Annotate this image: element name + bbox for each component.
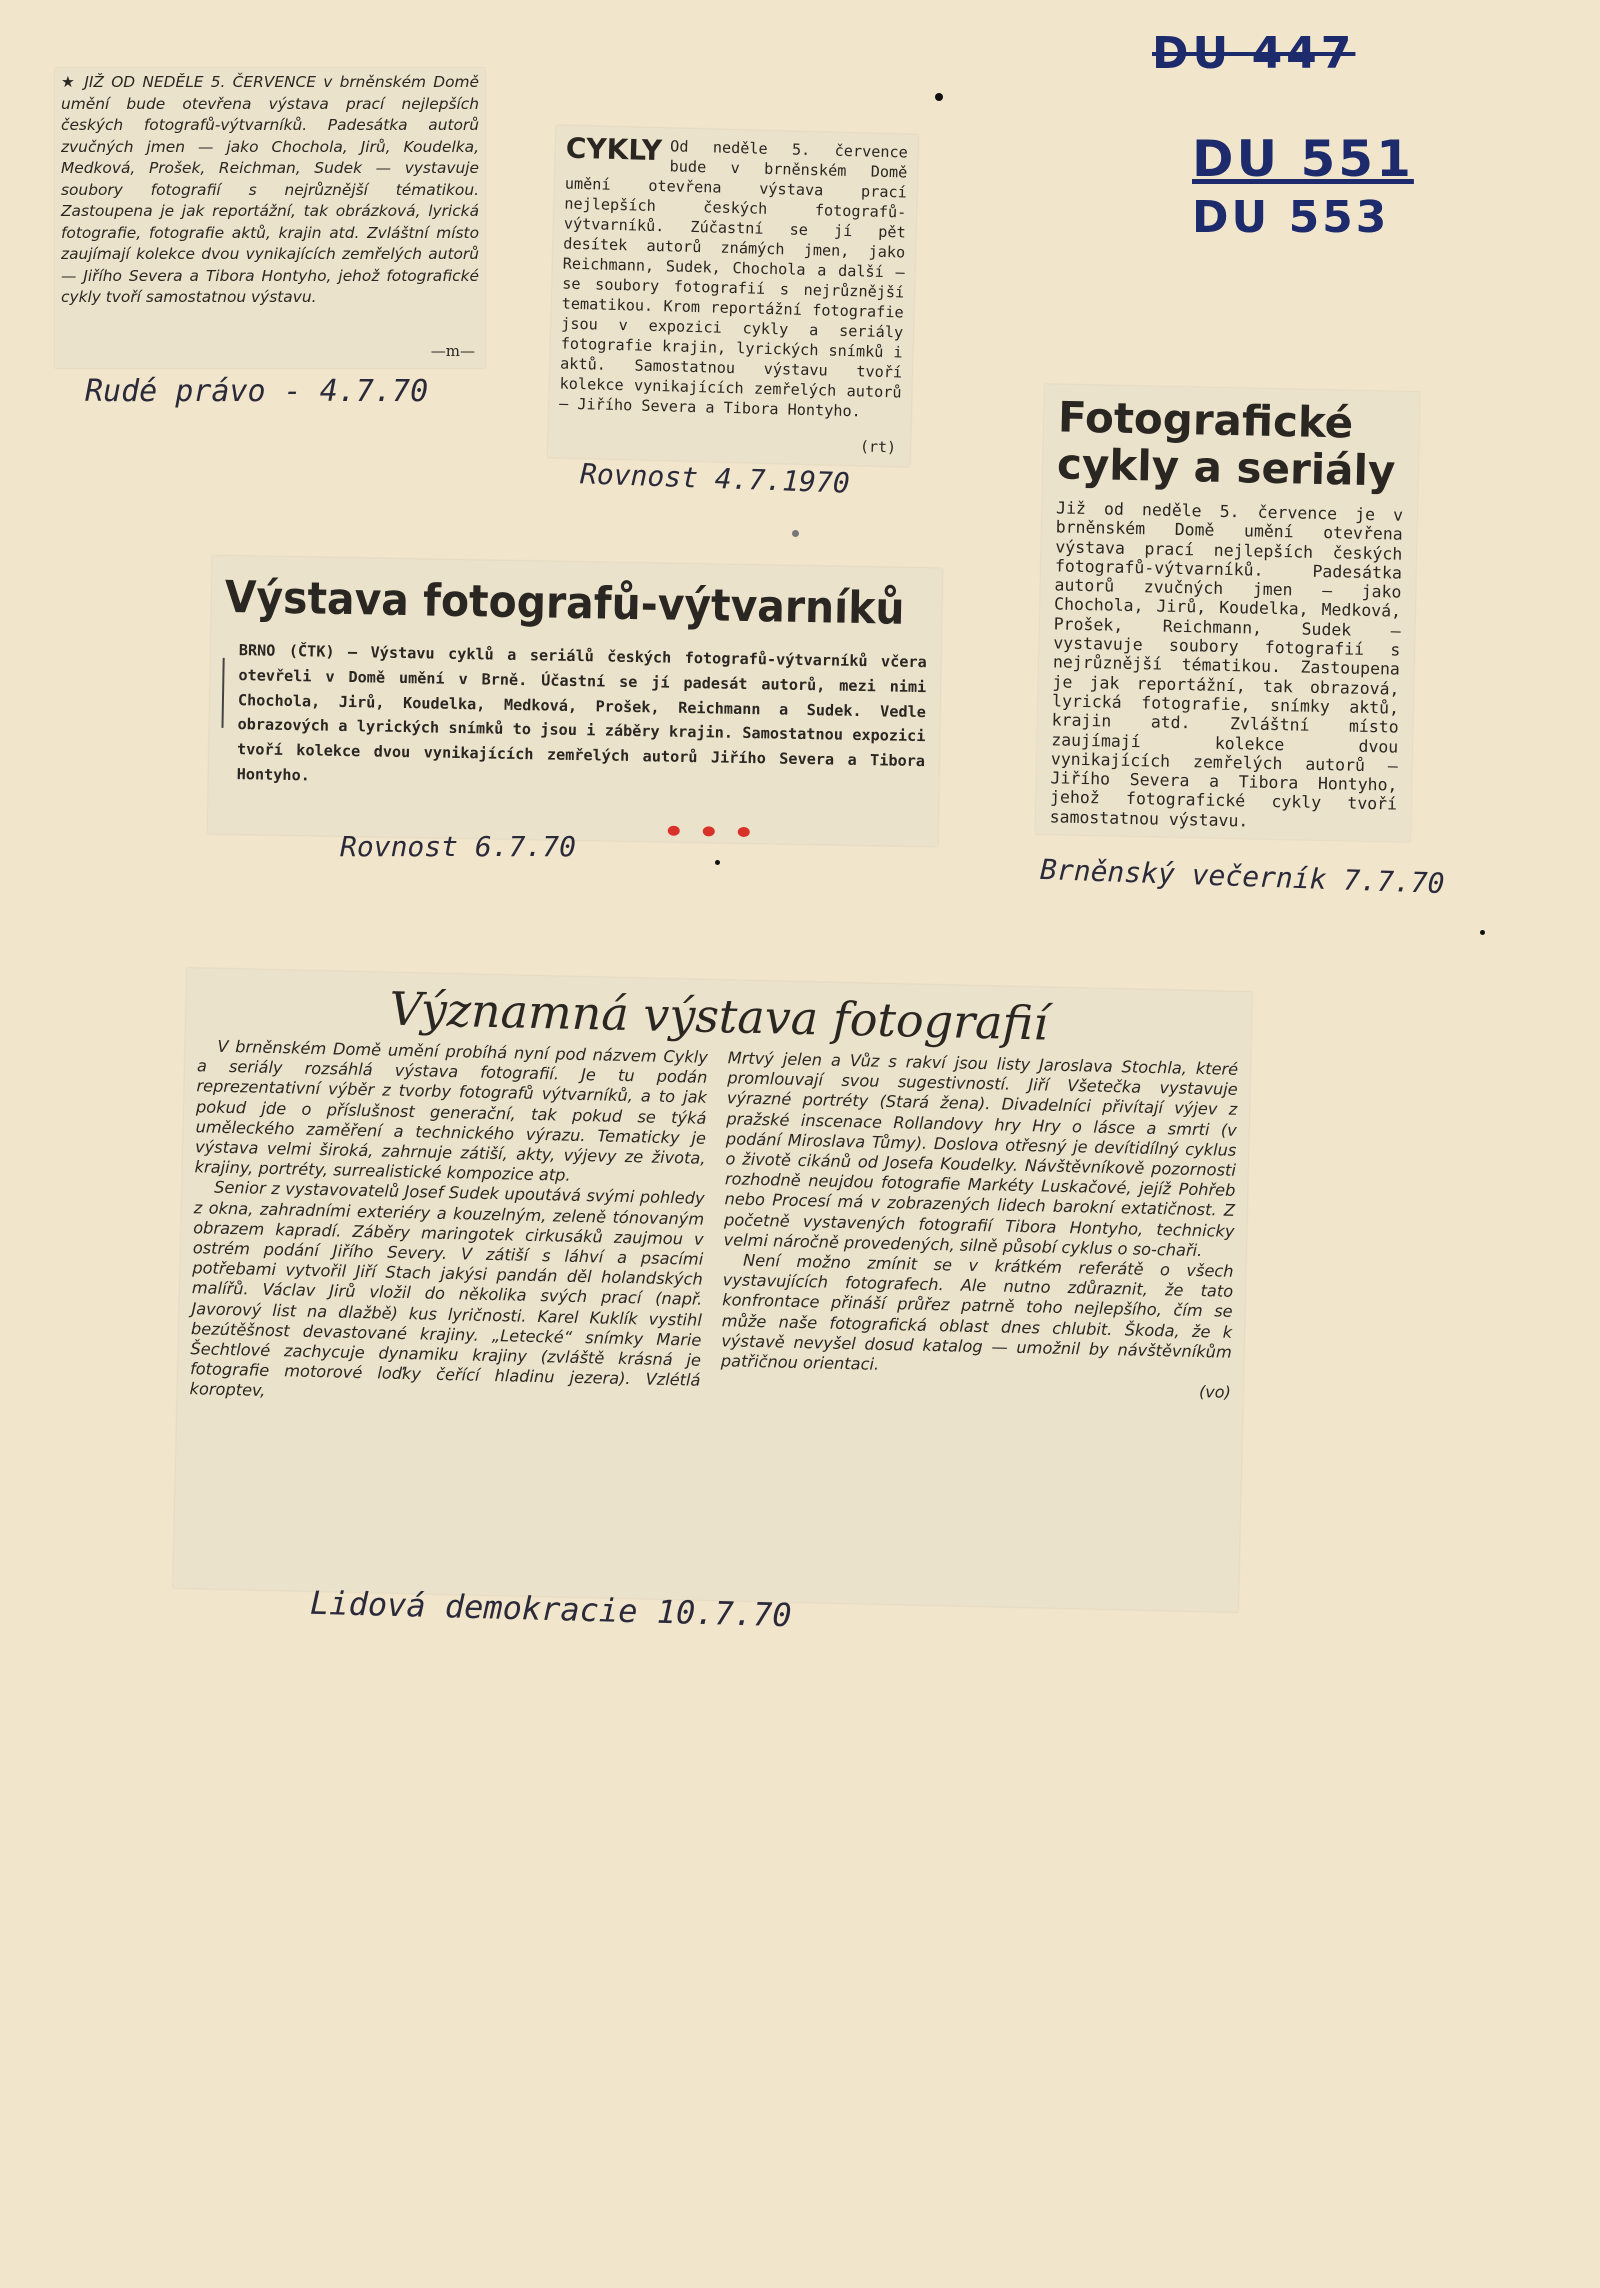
clipping-paragraph: V brněnském Domě umění probíhá nyní pod názvem Cykly a seriály rozsáhlá výstava fotografií. Je tu podán reprezentativní výběr z tvorby fotografů výtvarníků, a to jak pokud jde o příslušnost generační, tak pokud se týká uměleckého zaměření a technického výrazu. Tematicky je výstava velmi široká, zahrnuje zátiší, akty, výjevy ze života, krajiny, portréty, surrealistické kompozice atp.	[194, 1036, 708, 1185]
red-mark	[703, 826, 715, 836]
source-note-lidova-demokracie: Lidová demokracie 10.7.70	[309, 1583, 793, 1635]
source-note-rovnost-2: Rovnost 6.7.70	[340, 830, 577, 863]
source-note-rovnost-1: Rovnost 4.7.1970	[579, 457, 851, 500]
clipping-headline-line-1: Fotografické	[1057, 392, 1354, 448]
clipping-rovnost-1	[548, 125, 919, 466]
clipping-body: Již od neděle 5. července je v brněnském Domě umění otevřena výstava prací nejlepších českých fotografů-výtvarníků. Padesátka autorů zvučných jmen — jako Chochola, Jirů, Koudelka, Medková, Prošek, Reichmann, Sudek — vystavuje soubory fotografií s nejrůznější tématikou. Zastoupena je jak reportážní, tak obrazová, lyrická fotografie, snímky aktů, krajin atd. Zvláštní místo zaujímají kolekce dvou vynikajících zemřelých autorů — Jiřího Severa a Tibora Hontyho, jehož fotografické cykly tvoří samostatnou výstavu.	[1049, 498, 1404, 831]
clipping-headline: Významná výstava fotografií	[388, 981, 1049, 1051]
stray-dot	[1480, 930, 1485, 935]
source-note-rude-pravo: Rudé právo - 4.7.70	[85, 374, 429, 409]
clipping-signature: (rt)	[859, 437, 897, 457]
clipping-rude-pravo	[55, 68, 485, 368]
source-note-vecernik: Brněnský večerník 7.7.70	[1039, 852, 1446, 901]
clipping-column-1	[189, 1036, 708, 1411]
clipping-lidova-demokracie	[173, 968, 1252, 1612]
clipping-signature: —m—	[430, 342, 475, 360]
clipping-text: Od neděle 5. července bude v brněnském Domě umění otevřena výstava prací nejlepších českých fotografů-výtvarníků. Zúčastní se jí pět desítek autorů známých jmen, jako Reichmann, Sudek, Chochola a další — se soubory fotografií s nejrůznější tematikou. Krom reportážní fotografie jsou v expozici cykly a seriály fotografie krajin, lyrických snímků i aktů. Samostatnou výstavu tvoří kolekce vynikajících zemřelých autorů — Jiřího Severa a Tibora Hontyho.	[558, 137, 909, 421]
clipping-column-2	[720, 1048, 1239, 1423]
clipping-vecernik	[1035, 384, 1419, 842]
red-mark	[668, 826, 680, 836]
clipping-columns	[177, 1032, 1250, 1424]
clipping-body: BRNO (ČTK) — Výstavu cyklů a seriálů českých fotografů-výtvarníků včera otevřeli v Domě umění v Brně. Účastní se jí padesát autorů, mezi nimi Chochola, Jirů, Koudelka, Medková, Prošek, Reichmann a Sudek. Vedle obrazových a lyrických snímků to jsou i záběry krajin. Samostatnou expozici tvoří kolekce dvou vynikajících zemřelých autorů Jiřího Severa a Tibora Hontyho.	[236, 641, 927, 785]
clipping-paragraph: Mrtvý jelen a Vůz s rakví jsou listy Jaroslava Stochla, které promlouvají svou sugestivností. Jiří Všetečka vystavuje výrazné portréty (Stará žena). Divadelníci přivítají výjev z pražské inscenace Rollandovy hry Hry o lásce a smrti (v podání Miroslava Tůmy). Doslova otřesný je devítidílný cyklus o životě cikánů od Josefa Koudelky. Návštěvníkově pozornosti rozhodně neujdou fotografie Markéty Luskačové, jejíž Pohřeb nebo Procesí má v zobrazených lidech barokní extatičnost. Z početně vystavených fotografií Tibora Hontyho, technicky velmi náročně provedených, silně působí cyklus o so-chaři.	[723, 1048, 1239, 1260]
clipping-headline: CYKLY	[565, 131, 663, 168]
inventory-mark-2: DU 553	[1192, 192, 1390, 243]
stray-dot	[935, 93, 943, 101]
stray-dot	[715, 860, 720, 865]
stray-dot	[792, 530, 799, 537]
clipping-body: ★ JIŽ OD NEDĚLE 5. ČERVENCE v brněnském Domě umění bude otevřena výstava prací nejlepších českých fotografů-výtvarníků. Padesátka autorů zvučných jmen — jako Chochola, Jirů, Koudelka, Medková, Prošek, Reichman, Sudek — vystavuje soubory fotografií s nejrůznější tématikou. Zastoupena je jak reportážní, tak obrázková, lyrická fotografie, fotografie aktů, krajin atd. Zvláštní místo zaujímají kolekce dvou vynikajících zemřelých autorů — Jiřího Severa a Tibora Hontyho, jehož fotografické cykly tvoří samostatnou výstavu.	[61, 73, 479, 306]
clipping-body	[549, 125, 919, 430]
clipping-paragraph: Senior z vystavovatelů Josef Sudek upoutává svými pohledy z okna, zahradními exteriéry a kouzelným, zeleně tónovaným obrazem kapradí. Záběry maringotek cirkusáků zaujmou v ostrém podání Jiřího Severy. V zátiší s láhví a psacími potřebami vytvořil Jiří Stach jakýsi pandán děl holandských malířů. Václav Jirů vložil do několika svých prací (např. Javorový list na dlažbě) kus lyričnosti. Karel Kuklík vystihl bezútěšnost devastované krajiny. „Letecké“ snímky Marie Šechtlové zachycuje dynamiku krajiny (zvláště krásná je fotografie motorové loďky čeřící hladinu jezera). Vzlétlá koroptev,	[189, 1178, 705, 1401]
inventory-mark-struck: DU 447	[1152, 28, 1356, 79]
clipping-headline-line-2: cykly a seriály	[1056, 439, 1396, 496]
inventory-mark-1: DU 551	[1192, 130, 1414, 188]
red-mark	[738, 827, 750, 837]
clipping-headline: Výstava fotografů-výtvarníků	[224, 571, 906, 635]
clipping-signature: (vo)	[1198, 1382, 1232, 1403]
clipping-rovnost-2	[208, 556, 943, 847]
clipping-paragraph: Není možno zmínit se v krátkém referátě o všech vystavujících fotografech. Ale nutno zdůraznit, že tato konfrontace přináší průřez patrně toho nejlepšího, čím se může naše fotografická oblast dnes chlubit. Škoda, že k výstavě nevyšel dosud katalog — umožnil by návštěvníkům patřičnou orientaci.	[720, 1250, 1234, 1374]
